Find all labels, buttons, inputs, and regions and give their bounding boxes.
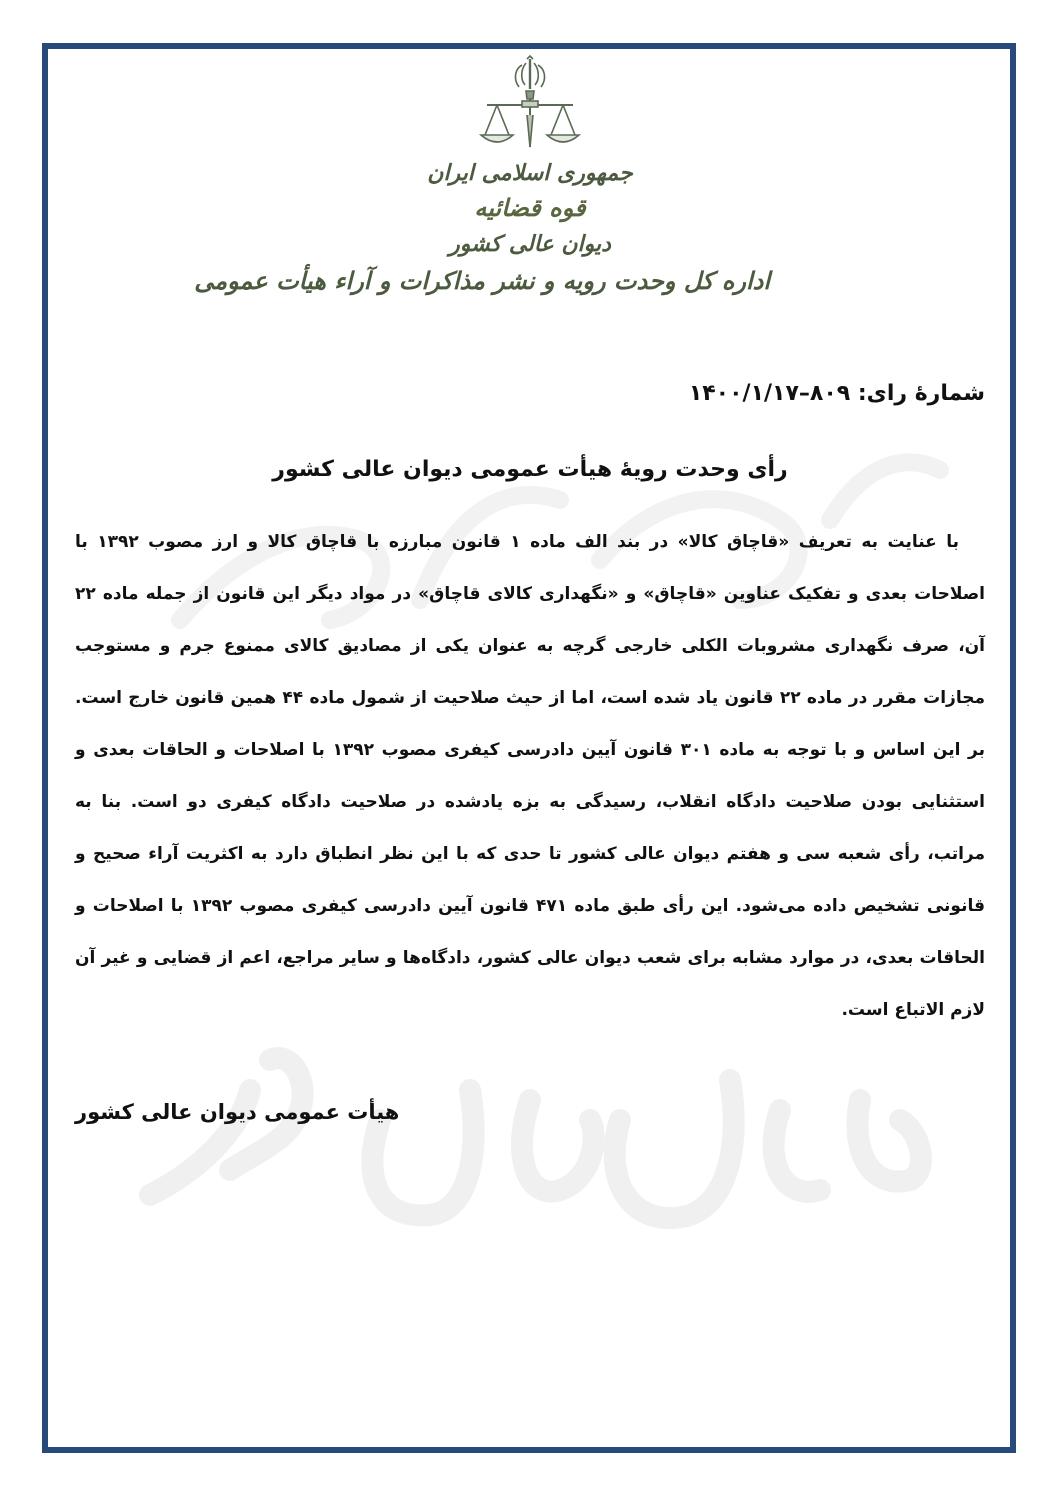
document-content (75, 378, 985, 1128)
signature: هیأت عمومی دیوان عالی کشور (75, 1100, 400, 1124)
letterhead (194, 55, 770, 295)
ruling-body: با عنایت به تعریف «قاچاق کالا» در بند الف ماده ۱ قانون مبارزه با قاچاق کالا و ارز مصوب ۱۳۹۲ با اصلاحات بعدی و تفکیک عناوین «قاچاق» و «نگهداری کالای قاچاق» در مواد دیگر این قانون از جمله ماده ۲۲ آن، صرف نگهداری مشروبات الکلی خارجی گرچه به عنوان یکی از مصادیق کالای ممنوع جرم و مستوجب مجازات مقرر در ماده ۲۲ قانون یاد شده است، اما از حیث صلاحیت از شمول ماده ۴۴ همین قانون خارج است. بر این اساس و با توجه به ماده ۳۰۱ قانون آیین دادرسی کیفری مصوب ۱۳۹۲ با اصلاحات و الحاقات بعدی و استثنایی بودن صلاحیت دادگاه انقلاب، رسیدگی به بزه یادشده در صلاحیت دادگاه کیفری دو است. بنا به مراتب، رأی شعبه سی و هفتم دیوان عالی کشور تا حدی که با این نظر انطباق دارد به اکثریت آراء صحیح و قانونی تشخیص داده می‌شود. این رأی طبق ماده ۴۷۱ قانون آیین دادرسی کیفری مصوب ۱۳۹۲ با اصلاحات و الحاقات بعدی، در موارد مشابه برای شعب دیوان عالی کشور، دادگاه‌ها و سایر مراجع، اعم از قضایی و غیر آن لازم الاتباع است. (75, 532, 986, 1020)
ruling-number: شمارهٔ رای: ۸۰۹–۱۴۰۰/۱/۱۷ (688, 381, 985, 406)
letterhead-supreme-court: دیوان عالی کشور (449, 230, 611, 257)
document-title: رأی وحدت رویهٔ هیأت عمومی دیوان عالی کشور (272, 457, 788, 482)
letterhead-judiciary: قوه قضائیه (474, 193, 586, 223)
letterhead-department: اداره کل وحدت رویه و نشر مذاکرات و آراء هیأت عمومی (194, 265, 770, 295)
scales-of-justice-emblem-icon (475, 55, 585, 155)
letterhead-country: جمهوری اسلامی ایران (427, 160, 633, 186)
